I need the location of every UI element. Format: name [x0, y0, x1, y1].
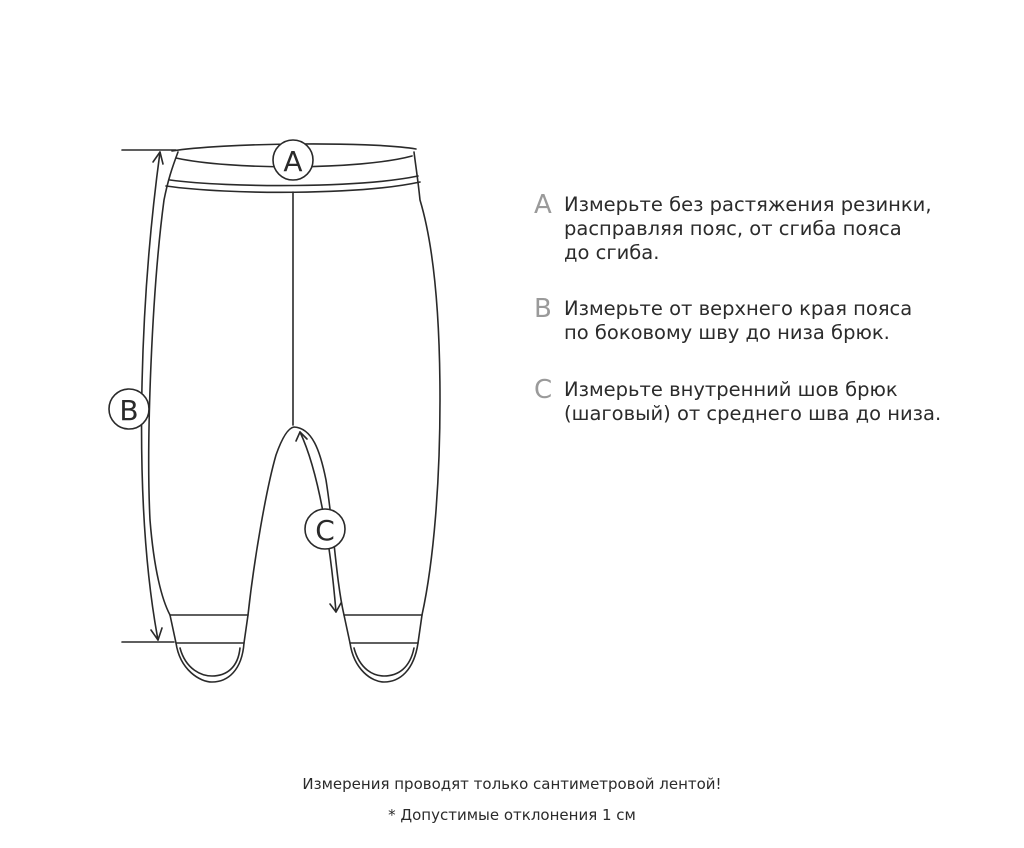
marker-c-label: C: [315, 514, 335, 547]
marker-a-label: A: [283, 145, 303, 178]
instruction-b: [534, 294, 974, 345]
instruction-c-letter: C: [534, 375, 553, 405]
right-cuff: [344, 615, 422, 643]
left-cuff: [170, 615, 248, 643]
marker-b: [109, 389, 149, 429]
marker-a: [273, 140, 313, 180]
instruction-c-text: Измерьте внутренний шов брюк (шаговый) от среднего шва до низа.: [564, 378, 942, 425]
tolerance-note: * Допустимые отклонения 1 см: [388, 806, 636, 824]
instruction-c: [534, 375, 974, 426]
marker-c: [305, 509, 345, 549]
marker-b-label: B: [119, 394, 139, 427]
instruction-b-letter: B: [534, 294, 552, 324]
instruction-b-text: Измерьте от верхнего края пояса по боковому шву до низа брюк.: [564, 297, 913, 344]
instruction-a-text: Измерьте без растяжения резинки, расправляя пояс, от сгиба пояса до сгиба.: [564, 193, 932, 264]
instruction-a-letter: A: [534, 190, 552, 220]
measurement-note: Измерения проводят только сантиметровой лентой!: [302, 775, 722, 793]
pants-outline: [149, 152, 440, 615]
instruction-a: [534, 190, 974, 265]
